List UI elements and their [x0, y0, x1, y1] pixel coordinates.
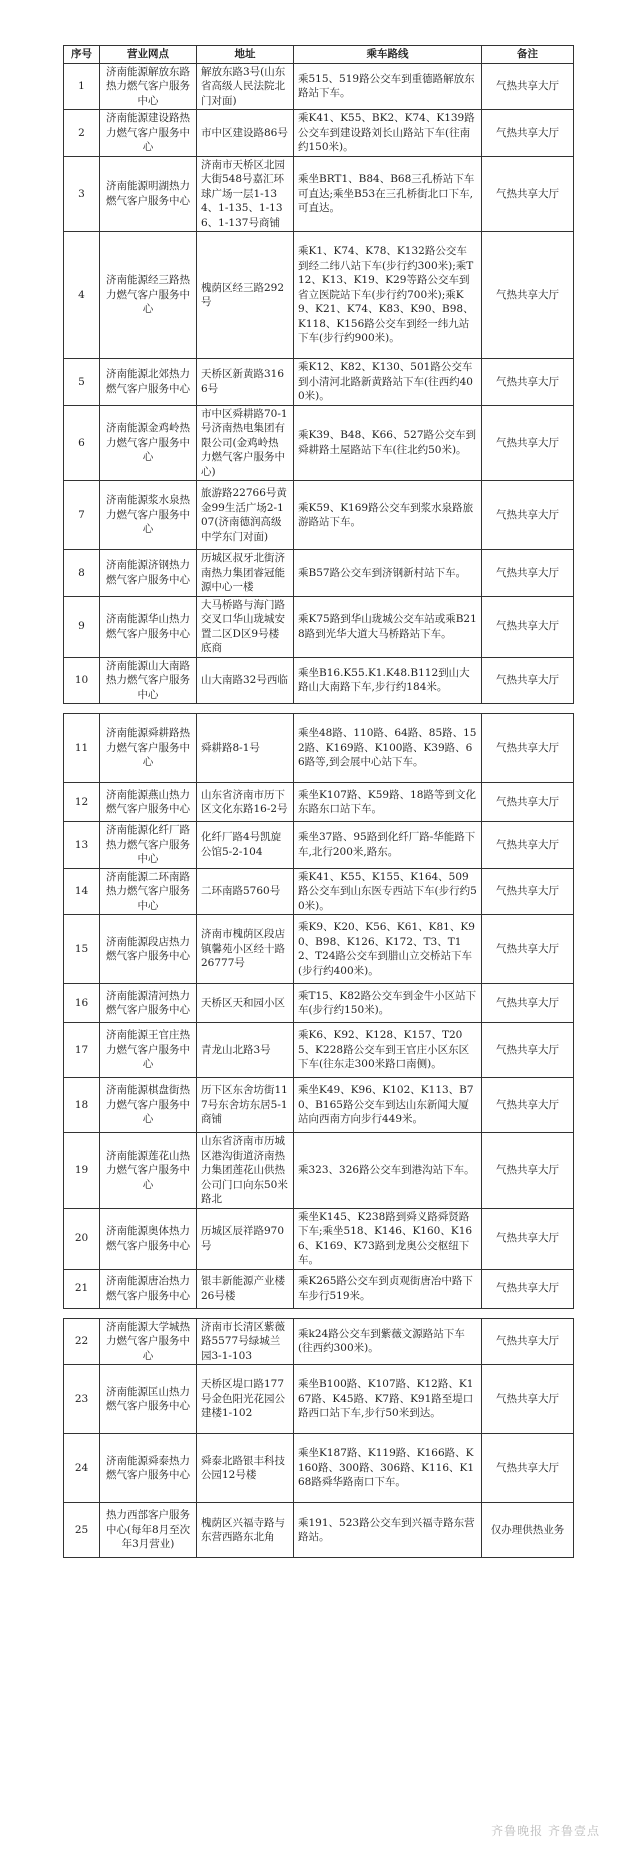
note-cell: 气热共享大厅	[482, 822, 574, 869]
row-number-cell: 7	[64, 481, 100, 550]
bus-route-cell: 乘191、523路公交车到兴福寺路东营路站。	[294, 1503, 482, 1558]
note-cell: 气热共享大厅	[482, 232, 574, 359]
address-cell: 旅游路22766号黄金99生活广场2-107(济南德润高级中学东门对面)	[197, 481, 294, 550]
row-number-cell: 3	[64, 156, 100, 232]
table-row	[64, 1078, 574, 1133]
row-number-cell: 25	[64, 1503, 100, 1558]
table-row	[64, 1208, 574, 1269]
table-row	[64, 156, 574, 232]
outlet-name-cell: 济南能源华山热力燃气客户服务中心	[100, 596, 197, 657]
outlet-name-cell: 济南能源舜泰热力燃气客户服务中心	[100, 1434, 197, 1503]
gap-cell	[64, 1308, 574, 1318]
note-cell: 气热共享大厅	[482, 1365, 574, 1434]
outlet-name-cell: 济南能源莲花山热力燃气客户服务中心	[100, 1133, 197, 1209]
bus-route-cell: 乘T15、K82路公交车到金牛小区站下车(步行约150米)。	[294, 984, 482, 1023]
outlet-name-cell: 济南能源明湖热力燃气客户服务中心	[100, 156, 197, 232]
address-cell: 天桥区天和园小区	[197, 984, 294, 1023]
table-row	[64, 1133, 574, 1209]
note-cell: 气热共享大厅	[482, 1269, 574, 1308]
outlet-name-cell: 济南能源解放东路热力燃气客户服务中心	[100, 63, 197, 110]
bus-route-cell: 乘K1、K74、K78、K132路公交车到经二纬八站下车(步行约300米);乘T12、K13、K19、K29等路公交车到省立医院站下车(步行约700米);乘K9、K21、K74、K83、K90、B98、K118、K156路公交车到经一纬九站下车(步行约900米)。	[294, 232, 482, 359]
outlet-name-cell: 济南能源清河热力燃气客户服务中心	[100, 984, 197, 1023]
outlet-name-cell: 济南能源大学城热力燃气客户服务中心	[100, 1318, 197, 1365]
table-row	[64, 822, 574, 869]
row-number-cell: 15	[64, 915, 100, 984]
table-row	[64, 657, 574, 704]
row-number-cell: 5	[64, 359, 100, 406]
address-cell: 槐荫区兴福寺路与东营西路东北角	[197, 1503, 294, 1558]
bus-route-cell: 乘K59、K169路公交车到浆水泉路旅游路站下车。	[294, 481, 482, 550]
table-row	[64, 868, 574, 915]
table-row	[64, 984, 574, 1023]
note-cell: 气热共享大厅	[482, 63, 574, 110]
outlet-name-cell: 济南能源匡山热力燃气客户服务中心	[100, 1365, 197, 1434]
address-cell: 天桥区堤口路177号金色阳光花园公建楼1-102	[197, 1365, 294, 1434]
table-row	[64, 1318, 574, 1365]
bus-route-cell: 乘k24路公交车到紫薇文源路站下车(往西约300米)。	[294, 1318, 482, 1365]
outlet-name-cell: 济南能源化纤厂路热力燃气客户服务中心	[100, 822, 197, 869]
table-row	[64, 1434, 574, 1503]
outlet-name-cell: 济南能源王官庄热力燃气客户服务中心	[100, 1023, 197, 1078]
row-number-cell: 1	[64, 63, 100, 110]
address-cell: 山东省济南市历城区港沟街道济南热力集团莲花山供热公司门口向东50米路北	[197, 1133, 294, 1209]
service-center-table	[63, 45, 574, 1558]
address-cell: 大马桥路与海门路交叉口华山珑城安置二区D区9号楼底商	[197, 596, 294, 657]
bus-route-cell: 乘坐BRT1、B84、B68三孔桥站下车可直达;乘坐B53在三孔桥街北口下车,可直达。	[294, 156, 482, 232]
address-cell: 二环南路5760号	[197, 868, 294, 915]
note-cell: 气热共享大厅	[482, 1023, 574, 1078]
bus-route-cell: 乘K41、K55、BK2、K74、K139路公交车到建设路刘长山路站下车(往南约150米)。	[294, 110, 482, 157]
watermark-text: 齐鲁晚报 齐鲁壹点	[491, 1824, 600, 1838]
row-number-cell: 18	[64, 1078, 100, 1133]
note-cell: 气热共享大厅	[482, 1318, 574, 1365]
address-cell: 山大南路32号西临	[197, 657, 294, 704]
note-cell: 气热共享大厅	[482, 657, 574, 704]
note-cell: 气热共享大厅	[482, 481, 574, 550]
address-cell: 舜耕路8-1号	[197, 714, 294, 783]
outlet-name-cell: 济南能源燕山热力燃气客户服务中心	[100, 783, 197, 822]
table-row	[64, 405, 574, 481]
note-cell: 仅办理供热业务	[482, 1503, 574, 1558]
row-number-cell: 16	[64, 984, 100, 1023]
row-number-cell: 10	[64, 657, 100, 704]
outlet-name-cell: 济南能源奥体热力燃气客户服务中心	[100, 1208, 197, 1269]
row-number-cell: 4	[64, 232, 100, 359]
row-number-cell: 14	[64, 868, 100, 915]
address-cell: 舜泰北路银丰科技公园12号楼	[197, 1434, 294, 1503]
outlet-name-cell: 济南能源经三路热力燃气客户服务中心	[100, 232, 197, 359]
note-cell: 气热共享大厅	[482, 156, 574, 232]
note-cell: 气热共享大厅	[482, 405, 574, 481]
bus-route-cell: 乘坐B100路、K107路、K12路、K167路、K45路、K7路、K91路至堤口路西口站下车,步行50米到达。	[294, 1365, 482, 1434]
bus-route-cell: 乘坐B16.K55.K1.K48.B112到山大路山大南路下车,步行约184米。	[294, 657, 482, 704]
row-number-cell: 6	[64, 405, 100, 481]
address-cell: 青龙山北路3号	[197, 1023, 294, 1078]
row-number-cell: 23	[64, 1365, 100, 1434]
table-row	[64, 110, 574, 157]
row-number-cell: 2	[64, 110, 100, 157]
bus-route-cell: 乘K39、B48、K66、527路公交车到舜耕路土屋路站下车(往北约50米)。	[294, 405, 482, 481]
outlet-name-cell: 济南能源北郊热力燃气客户服务中心	[100, 359, 197, 406]
note-cell: 气热共享大厅	[482, 783, 574, 822]
bus-route-cell: 乘K75路到华山珑城公交车站或乘B218路到光华大道大马桥路站下车。	[294, 596, 482, 657]
outlet-name-cell: 济南能源浆水泉热力燃气客户服务中心	[100, 481, 197, 550]
bus-route-cell: 乘515、519路公交车到重德路解放东路站下车。	[294, 63, 482, 110]
address-cell: 银丰新能源产业楼26号楼	[197, 1269, 294, 1308]
note-cell: 气热共享大厅	[482, 596, 574, 657]
bus-route-cell: 乘K9、K20、K56、K61、K81、K90、B98、K126、K172、T3、T12、T24路公交车到腊山立交桥站下车(步行约400米)。	[294, 915, 482, 984]
note-cell: 气热共享大厅	[482, 1078, 574, 1133]
table-section-gap	[64, 1308, 574, 1318]
bus-route-cell: 乘坐K187路、K119路、K166路、K160路、300路、306路、K116、K168路舜华路南口下车。	[294, 1434, 482, 1503]
table-row	[64, 783, 574, 822]
table-row	[64, 63, 574, 110]
address-cell: 市中区舜耕路70-1号济南热电集团有限公司(金鸡岭热力燃气客户服务中心)	[197, 405, 294, 481]
note-cell: 气热共享大厅	[482, 868, 574, 915]
table-header-row	[64, 46, 574, 64]
table-row	[64, 1023, 574, 1078]
note-cell: 气热共享大厅	[482, 550, 574, 597]
bus-route-cell: 乘323、326路公交车到港沟站下车。	[294, 1133, 482, 1209]
address-cell: 济南市槐荫区段店镇馨苑小区经十路26777号	[197, 915, 294, 984]
address-cell: 历城区辰祥路970号	[197, 1208, 294, 1269]
row-number-cell: 17	[64, 1023, 100, 1078]
bus-route-cell: 乘坐48路、110路、64路、85路、152路、K169路、K100路、K39路、66路等,到会展中心站下车。	[294, 714, 482, 783]
bus-route-cell: 乘坐K145、K238路到舜义路舜贤路下车;乘坐518、K146、K160、K166、K169、K73路到龙奥公交枢纽下车。	[294, 1208, 482, 1269]
outlet-name-cell: 济南能源段店热力燃气客户服务中心	[100, 915, 197, 984]
address-cell: 槐荫区经三路292号	[197, 232, 294, 359]
note-cell: 气热共享大厅	[482, 984, 574, 1023]
note-cell: 气热共享大厅	[482, 110, 574, 157]
header-outlet: 营业网点	[100, 46, 197, 64]
row-number-cell: 11	[64, 714, 100, 783]
table-body	[64, 63, 574, 1558]
table-row	[64, 915, 574, 984]
row-number-cell: 20	[64, 1208, 100, 1269]
row-number-cell: 9	[64, 596, 100, 657]
outlet-name-cell: 济南能源二环南路热力燃气客户服务中心	[100, 868, 197, 915]
table-row	[64, 1503, 574, 1558]
table-section-gap	[64, 704, 574, 714]
address-cell: 济南市天桥区北园大街548号嘉汇环球广场一层1-134、1-135、1-136、1-137号商铺	[197, 156, 294, 232]
header-address: 地址	[197, 46, 294, 64]
note-cell: 气热共享大厅	[482, 1434, 574, 1503]
header-note: 备注	[482, 46, 574, 64]
outlet-name-cell: 济南能源舜耕路热力燃气客户服务中心	[100, 714, 197, 783]
note-cell: 气热共享大厅	[482, 359, 574, 406]
header-route: 乘车路线	[294, 46, 482, 64]
bus-route-cell: 乘B57路公交车到济钢新村站下车。	[294, 550, 482, 597]
gap-cell	[64, 704, 574, 714]
bus-route-cell: 乘坐K49、K96、K102、K113、B70、B165路公交车到达山东新闻大厦站向西南方向步行449米。	[294, 1078, 482, 1133]
address-cell: 历城区叔牙北街济南热力集团睿冠能源中心一楼	[197, 550, 294, 597]
note-cell: 气热共享大厅	[482, 1208, 574, 1269]
outlet-name-cell: 济南能源棋盘街热力燃气客户服务中心	[100, 1078, 197, 1133]
outlet-name-cell: 济南能源济钢热力燃气客户服务中心	[100, 550, 197, 597]
row-number-cell: 19	[64, 1133, 100, 1209]
address-cell: 天桥区新黄路3166号	[197, 359, 294, 406]
bus-route-cell: 乘K6、K92、K128、K157、T205、K228路公交车到王官庄小区东区下车(往东走300米路口南侧)。	[294, 1023, 482, 1078]
outlet-name-cell: 济南能源建设路热力燃气客户服务中心	[100, 110, 197, 157]
row-number-cell: 8	[64, 550, 100, 597]
outlet-name-cell: 济南能源金鸡岭热力燃气客户服务中心	[100, 405, 197, 481]
service-center-table-wrapper	[63, 45, 573, 1558]
outlet-name-cell: 热力西部客户服务中心(每年8月至次年3月营业)	[100, 1503, 197, 1558]
note-cell: 气热共享大厅	[482, 1133, 574, 1209]
row-number-cell: 13	[64, 822, 100, 869]
row-number-cell: 21	[64, 1269, 100, 1308]
bus-route-cell: 乘K41、K55、K155、K164、509路公交车到山东医专西站下车(步行约50米)。	[294, 868, 482, 915]
header-number: 序号	[64, 46, 100, 64]
address-cell: 山东省济南市历下区文化东路16-2号	[197, 783, 294, 822]
address-cell: 济南市长清区紫薇路5577号绿城兰园3-1-103	[197, 1318, 294, 1365]
address-cell: 解放东路3号(山东省高级人民法院北门对面)	[197, 63, 294, 110]
bus-route-cell: 乘K265路公交车到贞观街唐冶中路下车步行519米。	[294, 1269, 482, 1308]
outlet-name-cell: 济南能源山大南路热力燃气客户服务中心	[100, 657, 197, 704]
bus-route-cell: 乘坐K107路、K59路、18路等到文化东路东口站下车。	[294, 783, 482, 822]
address-cell: 化纤厂路4号凯旋公馆5-2-104	[197, 822, 294, 869]
row-number-cell: 12	[64, 783, 100, 822]
row-number-cell: 22	[64, 1318, 100, 1365]
table-row	[64, 232, 574, 359]
table-row	[64, 714, 574, 783]
bus-route-cell: 乘坐37路、95路到化纤厂路-华能路下车,北行200米,路东。	[294, 822, 482, 869]
table-row	[64, 1365, 574, 1434]
row-number-cell: 24	[64, 1434, 100, 1503]
table-row	[64, 596, 574, 657]
address-cell: 市中区建设路86号	[197, 110, 294, 157]
table-row	[64, 359, 574, 406]
table-row	[64, 550, 574, 597]
address-cell: 历下区东舍坊街117号东舍坊东居5-1商铺	[197, 1078, 294, 1133]
outlet-name-cell: 济南能源唐冶热力燃气客户服务中心	[100, 1269, 197, 1308]
table-row	[64, 481, 574, 550]
note-cell: 气热共享大厅	[482, 714, 574, 783]
bus-route-cell: 乘K12、K82、K130、501路公交车到小清河北路新黄路站下车(往西约400米)。	[294, 359, 482, 406]
note-cell: 气热共享大厅	[482, 915, 574, 984]
table-row	[64, 1269, 574, 1308]
